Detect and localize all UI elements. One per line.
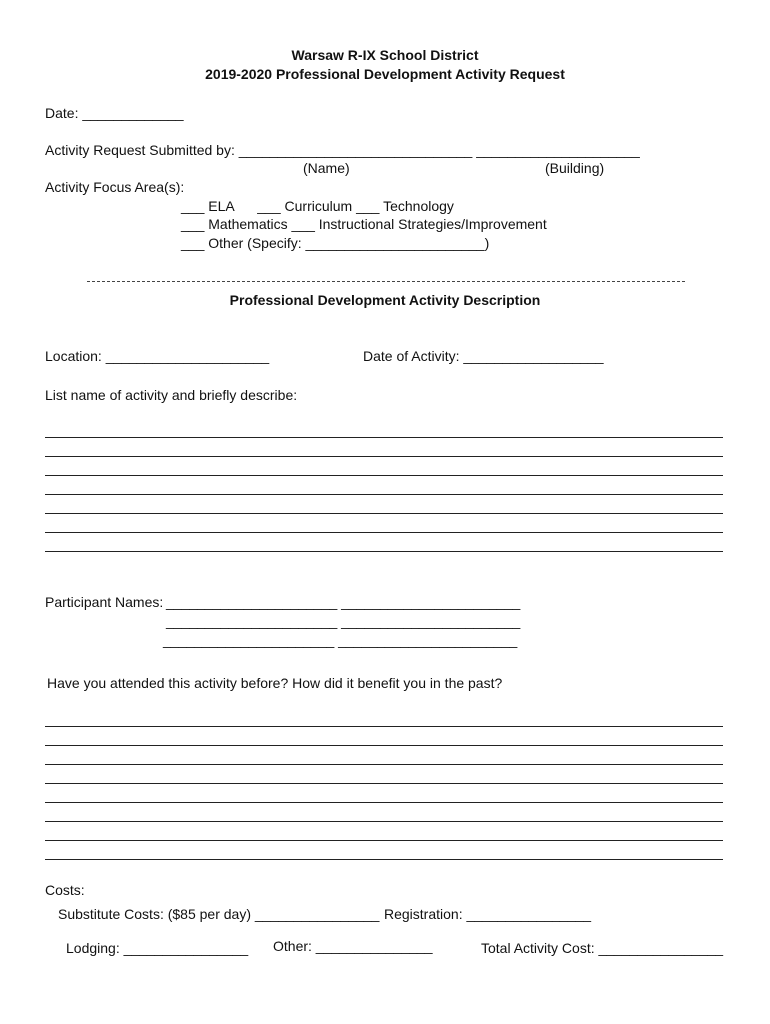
describe-answer-line [45,513,723,514]
location-field-label: Location: _____________________ [45,348,270,364]
registration-field-label: Registration: ________________ [384,906,592,922]
date-field-label: Date: _____________ [45,105,184,121]
date-of-activity-field-label: Date of Activity: __________________ [363,348,604,364]
focus-area-label: Activity Focus Area(s): [45,179,185,195]
describe-answer-line [45,551,723,552]
total-activity-cost-field-label: Total Activity Cost: ________________ [481,940,724,956]
participant-names-row-2: ______________________ _______________________ [166,613,521,629]
focus-options-row-1: ___ ELA ___ Curriculum ___ Technology [181,198,454,214]
substitute-costs-field-label: Substitute Costs: ($85 per day) ________________ [58,906,380,922]
participant-names-row-3: ______________________ _______________________ [163,632,518,648]
focus-options-row-3: ___ Other (Specify: _______________________) [181,235,490,251]
building-caption: (Building) [545,160,605,176]
describe-answer-line [45,494,723,495]
attended-answer-line [45,764,723,765]
submitted-by-field-label: Activity Request Submitted by: ______________________________ _____________________ [45,142,640,158]
describe-prompt: List name of activity and briefly describe: [45,387,298,403]
attended-answer-line [45,783,723,784]
other-cost-field-label: Other: _______________ [273,938,433,954]
attended-answer-line [45,745,723,746]
focus-options-row-2: ___ Mathematics ___ Instructional Strategies/Improvement [181,216,547,232]
attended-question: Have you attended this activity before? How did it benefit you in the past? [47,675,503,691]
describe-answer-line [45,437,723,438]
describe-answer-line [45,475,723,476]
attended-answer-line [45,802,723,803]
attended-answer-line [45,726,723,727]
attended-answer-line [45,840,723,841]
lodging-field-label: Lodging: ________________ [66,940,249,956]
attended-answer-line [45,821,723,822]
costs-heading: Costs: [45,882,85,898]
describe-answer-line [45,532,723,533]
participant-names-row-1: ______________________ _______________________ [166,594,521,610]
district-name: Warsaw R-IX School District [291,47,479,63]
describe-answer-line [45,456,723,457]
section-separator [87,281,685,282]
section-title: Professional Development Activity Description [229,292,541,308]
participant-names-label: Participant Names: [45,594,164,610]
name-caption: (Name) [303,160,350,176]
attended-answer-line [45,859,723,860]
form-title: 2019-2020 Professional Development Activity Request [205,66,565,82]
